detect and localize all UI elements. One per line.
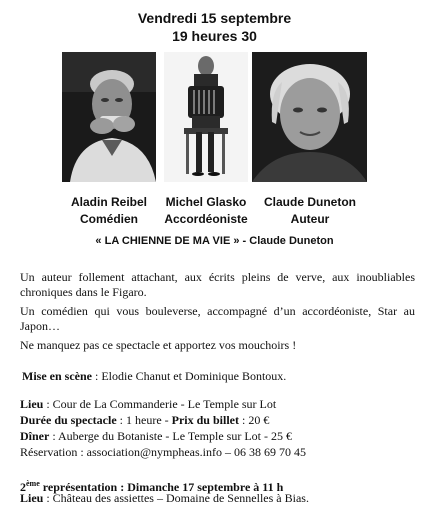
event-date: Vendredi 15 septembre bbox=[137, 10, 292, 26]
second-show-label: représentation bbox=[39, 480, 118, 494]
second-show-number: 2 bbox=[20, 480, 26, 494]
description-p3: Ne manquez pas ce spectacle et apportez vos mouchoirs ! bbox=[20, 338, 297, 352]
artist-2-role: Accordéoniste bbox=[164, 212, 248, 226]
artist-1-role: Comédien bbox=[79, 212, 138, 226]
booking-line: Réservation : association@nympheas.info – 06 38 69 70 45 bbox=[20, 445, 307, 459]
place-line bbox=[20, 397, 420, 412]
second-show-date: : Dimanche 17 septembre à 11 h bbox=[117, 480, 284, 494]
staging-label: Mise en scène bbox=[22, 369, 92, 383]
duration-price-line bbox=[20, 413, 420, 428]
artist-1 bbox=[59, 194, 159, 228]
description-p1: Un auteur follement attachant, aux écrits pleins de verve, aux inoubliables chroniques dans le Figaro. bbox=[20, 270, 415, 299]
place-value: : Cour de La Commanderie - Le Temple sur Lot bbox=[43, 397, 277, 411]
play-title-line bbox=[0, 235, 429, 247]
play-title: « LA CHIENNE DE MA VIE » bbox=[95, 235, 240, 247]
photo-michel-glasko bbox=[164, 52, 248, 182]
artist-2-name: Michel Glasko bbox=[165, 195, 247, 209]
artist-3 bbox=[254, 194, 366, 228]
photo-aladin-reibel bbox=[62, 52, 156, 182]
place-label: Lieu bbox=[20, 397, 44, 411]
second-place-line bbox=[20, 491, 420, 506]
event-time: 19 heures 30 bbox=[172, 28, 257, 44]
second-place-label: Lieu bbox=[20, 491, 44, 505]
dinner-value: : Auberge du Botaniste - Le Temple sur Lot - 25 € bbox=[49, 429, 292, 443]
play-author: - Claude Duneton bbox=[239, 235, 334, 247]
staging-value: : Elodie Chanut et Dominique Bontoux. bbox=[91, 369, 287, 383]
staging-line bbox=[22, 369, 422, 384]
artist-3-name: Claude Duneton bbox=[264, 195, 356, 209]
artist-1-name: Aladin Reibel bbox=[70, 195, 147, 209]
dinner-label: Dîner bbox=[20, 429, 50, 443]
duration-label: Durée du spectacle bbox=[20, 413, 117, 427]
dinner-line bbox=[20, 429, 420, 444]
description-p2: Un comédien qui vous bouleverse, accompagné d’un accordéoniste, Star au Japon… bbox=[20, 304, 415, 333]
second-show-sup: ème bbox=[26, 479, 40, 488]
price-label: Prix du billet bbox=[171, 413, 239, 427]
artist-2 bbox=[152, 194, 260, 228]
price-value: : 20 € bbox=[238, 413, 270, 427]
artist-3-role: Auteur bbox=[290, 212, 330, 226]
photo-claude-duneton bbox=[252, 52, 367, 182]
second-place-value: : Château des assiettes – Domaine de Sennelles à Bias. bbox=[43, 491, 309, 505]
duration-value: : 1 heure - bbox=[116, 413, 172, 427]
